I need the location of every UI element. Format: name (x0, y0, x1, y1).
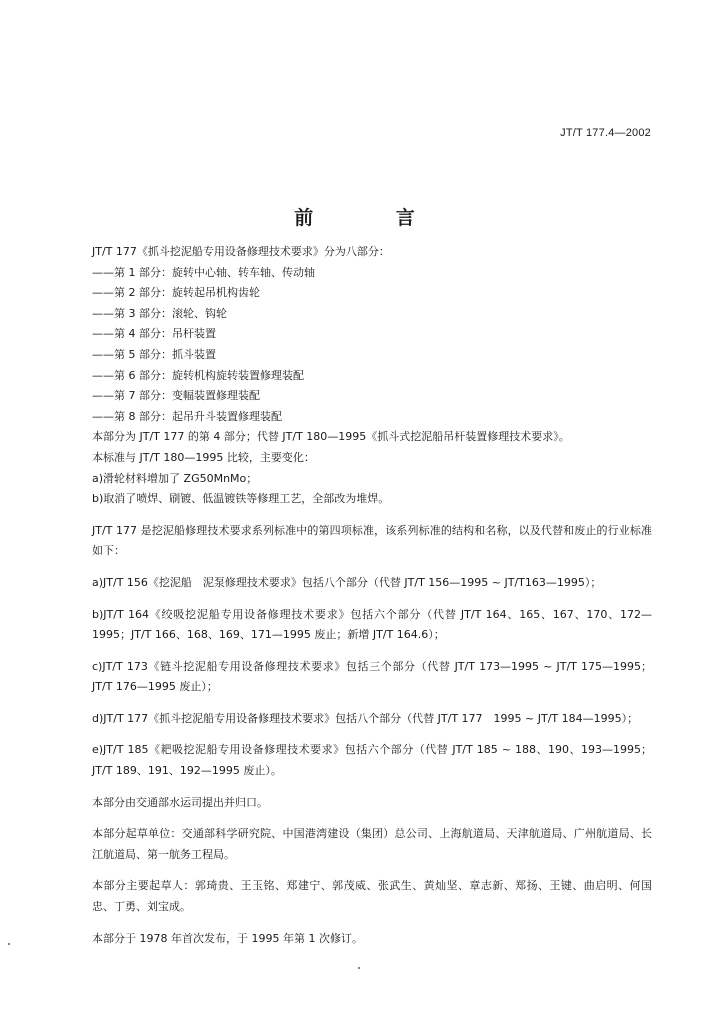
part-item: ——第 2 部分：旋转起吊机构齿轮 (92, 286, 260, 300)
series-item: b)JT/T 164《绞吸挖泥船专用设备修理技术要求》包括六个部分（代替 JT/T 164、165、167、170、172—1995；JT/T 166、168、169、171—1995 废止；新增 JT/T 164.6）； (92, 607, 652, 642)
series-item: a)JT/T 156《挖泥船 泥泵修理技术要求》包括八个部分（代替 JT/T 156—1995 ~ JT/T163—1995）； (92, 575, 602, 589)
proposer-note: 本部分由交通部水运司提出并归口。 (92, 795, 268, 809)
history-note: 本部分于 1978 年首次发布，于 1995 年第 1 次修订。 (92, 931, 363, 945)
part-item: ——第 5 部分：抓斗装置 (92, 347, 216, 361)
scan-speck (8, 943, 10, 945)
series-note: JT/T 177 是挖泥船修理技术要求系列标准中的第四项标准，该系列标准的结构和名称，以及代替和废止的行业标准如下： (92, 523, 652, 558)
compare-note: 本标准与 JT/T 180—1995 比较，主要变化： (92, 450, 315, 464)
scan-speck (358, 967, 360, 969)
part-item: ——第 7 部分：变幅装置修理装配 (92, 389, 260, 403)
intro-paragraph: JT/T 177《抓斗挖泥船专用设备修理技术要求》分为八部分： (92, 245, 390, 258)
part-item: ——第 4 部分：吊杆装置 (92, 327, 216, 341)
change-item: b)取消了喷焊、刷镀、低温镀铁等修理工艺，全部改为堆焊。 (92, 492, 390, 506)
change-item: a)滑轮材料增加了 ZG50MnMo； (92, 471, 258, 485)
series-item: e)JT/T 185《耙吸挖泥船专用设备修理技术要求》包括六个部分（代替 JT/T 185 ~ 188、190、193—1995；JT/T 189、191、192—1995 废止）。 (92, 743, 652, 778)
part-item: ——第 3 部分：滚轮、钩轮 (92, 306, 227, 320)
standard-code: JT/T 177.4—2002 (560, 127, 651, 139)
foreword-body (72, 242, 652, 949)
page-title: 前 言 (294, 207, 453, 229)
series-item: c)JT/T 173《链斗挖泥船专用设备修理技术要求》包括三个部分（代替 JT/T 173—1995 ~ JT/T 175—1995；JT/T 176—1995 废止）； (92, 659, 652, 694)
replace-note: 本部分为 JT/T 177 的第 4 部分；代替 JT/T 180—1995《抓斗式挖泥船吊杆装置修理技术要求》。 (92, 430, 570, 444)
part-item: ——第 6 部分：旋转机构旋转装置修理装配 (92, 368, 304, 382)
part-item: ——第 8 部分：起吊升斗装置修理装配 (92, 409, 282, 423)
part-item: ——第 1 部分：旋转中心轴、转车轴、传动轴 (92, 265, 315, 279)
drafters: 本部分主要起草人：郭琦贵、王玉铭、郑建宁、郭茂威、张武生、黄灿坚、章志新、郑扬、王键、曲启明、何国忠、丁勇、刘宝成。 (92, 879, 652, 914)
series-item: d)JT/T 177《抓斗挖泥船专用设备修理技术要求》包括八个部分（代替 JT/T 177 1995 ~ JT/T 184—1995）； (92, 711, 639, 725)
drafting-units: 本部分起草单位：交通部科学研究院、中国港湾建设（集团）总公司、上海航道局、天津航道局、广州航道局、长江航道局、第一航务工程局。 (92, 827, 652, 861)
